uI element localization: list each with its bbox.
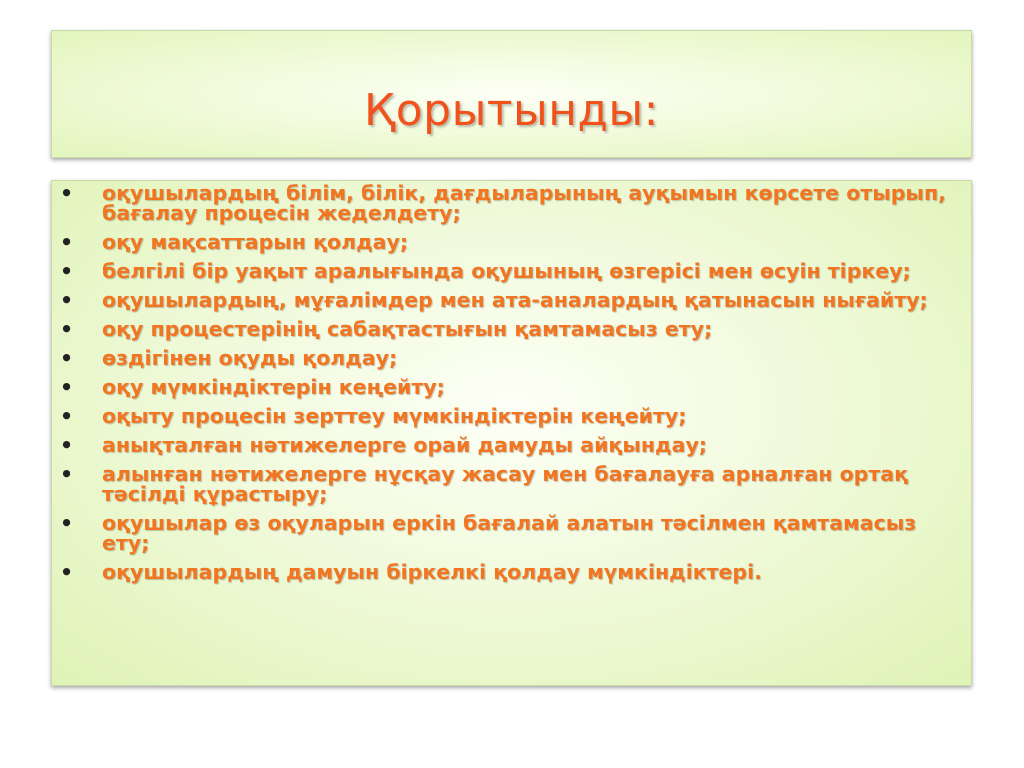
bullet-item xyxy=(60,406,960,426)
bullet-dot-icon: • xyxy=(60,511,74,535)
slide-title: Қорытынды: xyxy=(364,85,659,136)
bullet-dot-icon: • xyxy=(60,288,74,312)
bullet-item xyxy=(60,319,960,339)
bullet-item xyxy=(60,290,960,310)
bullet-text: алынған нәтижелерге нұсқау жасау мен бағалауға арналған ортақ тәсілді құрастыру; xyxy=(102,462,908,506)
bullet-dot-icon: • xyxy=(60,560,74,584)
bullet-item xyxy=(60,464,960,504)
bullet-item xyxy=(60,435,960,455)
bullet-text: оқушылар өз оқуларын еркін бағалай алатын тәсілмен қамтамасыз ету; xyxy=(102,511,917,555)
bullet-item xyxy=(60,513,960,553)
bullet-text: оқыту процесін зерттеу мүмкіндіктерін кеңейту; xyxy=(102,404,687,428)
bullet-item xyxy=(60,377,960,397)
bullet-dot-icon: • xyxy=(60,346,74,370)
bullet-text: белгілі бір уақыт аралығында оқушының өзгерісі мен өсуін тіркеу; xyxy=(102,259,911,283)
bullet-text: оқушылардың, мұғалімдер мен ата-аналардың қатынасын нығайту; xyxy=(102,288,928,312)
bullet-list xyxy=(60,183,960,591)
bullet-dot-icon: • xyxy=(60,404,74,428)
content-placeholder[interactable] xyxy=(51,180,972,686)
bullet-dot-icon: • xyxy=(60,375,74,399)
bullet-text: өздігінен оқуды қолдау; xyxy=(102,346,398,370)
bullet-text: оқу мүмкіндіктерін кеңейту; xyxy=(102,375,445,399)
bullet-text: оқушылардың дамуын біркелкі қолдау мүмкіндіктері. xyxy=(102,560,762,584)
bullet-text: анықталған нәтижелерге орай дамуды айқындау; xyxy=(102,433,708,457)
bullet-item xyxy=(60,183,960,223)
bullet-item xyxy=(60,261,960,281)
bullet-dot-icon: • xyxy=(60,259,74,283)
bullet-text: оқу мақсаттарын қолдау; xyxy=(102,230,409,254)
bullet-item xyxy=(60,232,960,252)
bullet-dot-icon: • xyxy=(60,181,74,205)
bullet-dot-icon: • xyxy=(60,317,74,341)
bullet-item xyxy=(60,562,960,582)
title-placeholder[interactable] xyxy=(51,30,972,158)
bullet-dot-icon: • xyxy=(60,230,74,254)
bullet-text: оқушылардың білім, білік, дағдыларының ауқымын көрсете отырып, бағалау процесін жеделдету; xyxy=(102,181,946,225)
bullet-item xyxy=(60,348,960,368)
bullet-dot-icon: • xyxy=(60,433,74,457)
bullet-text: оқу процестерінің сабақтастығын қамтамасыз ету; xyxy=(102,317,713,341)
bullet-dot-icon: • xyxy=(60,462,74,486)
